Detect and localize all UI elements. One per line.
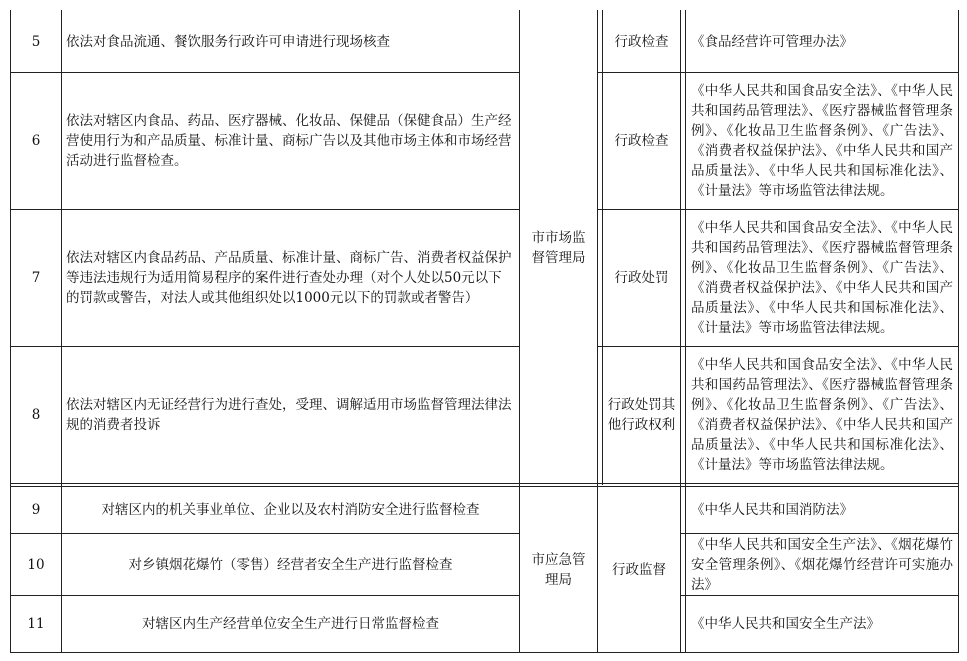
row-legal-basis: 《中华人民共和国食品安全法》、《中华人民共和国药品管理法》、《医疗器械监督管理条例》、《化妆品卫生监督条例》、《广告法》、《消费者权益保护法》、《中华人民共和国产品质量法》、《中华人民共和国标准化法》、《计量法》等市场监管法律法规。: [691, 357, 953, 473]
row-item: 依法对辖区内无证经营行为进行查处，受理、调解适用市场监督管理法律法规的消费者投诉: [66, 397, 512, 433]
row-legal-basis: 《中华人民共和国安全生产法》: [691, 616, 880, 632]
row-number: 5: [31, 34, 41, 50]
row-item: 依法对食品流通、餐饮服务行政许可申请进行现场核查: [66, 34, 390, 50]
row-legal-basis: 《食品经营许可管理办法》: [691, 34, 853, 50]
row-item: 对辖区内的机关事业单位、企业以及农村消防安全进行监督检查: [101, 502, 480, 518]
row-number: 10: [27, 556, 45, 573]
row-item: 依法对辖区内食品、药品、医疗器械、化妆品、保健品（保健食品）生产经营使用行为和产品质量、标准计量、商标广告以及其他市场主体和市场经营活动进行监督检查。: [66, 113, 512, 169]
row-number: 6: [31, 133, 41, 149]
row-action-type-merged: 行政监督: [612, 561, 666, 578]
row-action-type: 行政处罚: [614, 270, 669, 286]
row-item: 对乡镇烟花爆竹（零售）经营者安全生产进行监督检查: [128, 556, 453, 573]
row-legal-basis: 《中华人民共和国食品安全法》、《中华人民共和国药品管理法》、《医疗器械监督管理条例》、《化妆品卫生监督条例》、《广告法》、《消费者权益保护法》、《中华人民共和国产品质量法》、《中华人民共和国标准化法》、《计量法》等市场监管法律法规。: [691, 83, 953, 199]
row-legal-basis: 《中华人民共和国消防法》: [691, 502, 853, 518]
row-action-type: 行政检查: [614, 34, 669, 50]
row-action-type: 行政处罚其他行政权利: [607, 397, 676, 433]
row-action-type: 行政检查: [614, 133, 669, 149]
row-item: 依法对辖区内食品药品、产品质量、标准计量、商标广告、消费者权益保护等违法违规行为适用简易程序的案件进行查处办理（对个人处以50元以下的罚款或警告，对法人或其他组织处以1000元以下的罚款或者警告）: [66, 250, 512, 306]
row-number: 7: [31, 270, 41, 286]
row-number: 11: [27, 616, 45, 632]
row-legal-basis: 《中华人民共和国食品安全法》、《中华人民共和国药品管理法》、《医疗器械监督管理条例》、《化妆品卫生监督条例》、《广告法》、《消费者权益保护法》、《中华人民共和国产品质量法》、《中华人民共和国标准化法》、《计量法》等市场监管法律法规。: [691, 220, 953, 336]
row-item: 对辖区内生产经营单位安全生产进行日常监督检查: [142, 616, 439, 632]
row-number: 9: [31, 502, 41, 518]
department-emergency-management: 市应急管理局: [531, 551, 586, 588]
row-legal-basis: 《中华人民共和国安全生产法》、《烟花爆竹安全管理条例》、《烟花爆竹经营许可实施办法》: [691, 536, 953, 593]
department-market-regulation: 市市场监督管理局: [531, 229, 586, 266]
row-number: 8: [31, 407, 41, 423]
